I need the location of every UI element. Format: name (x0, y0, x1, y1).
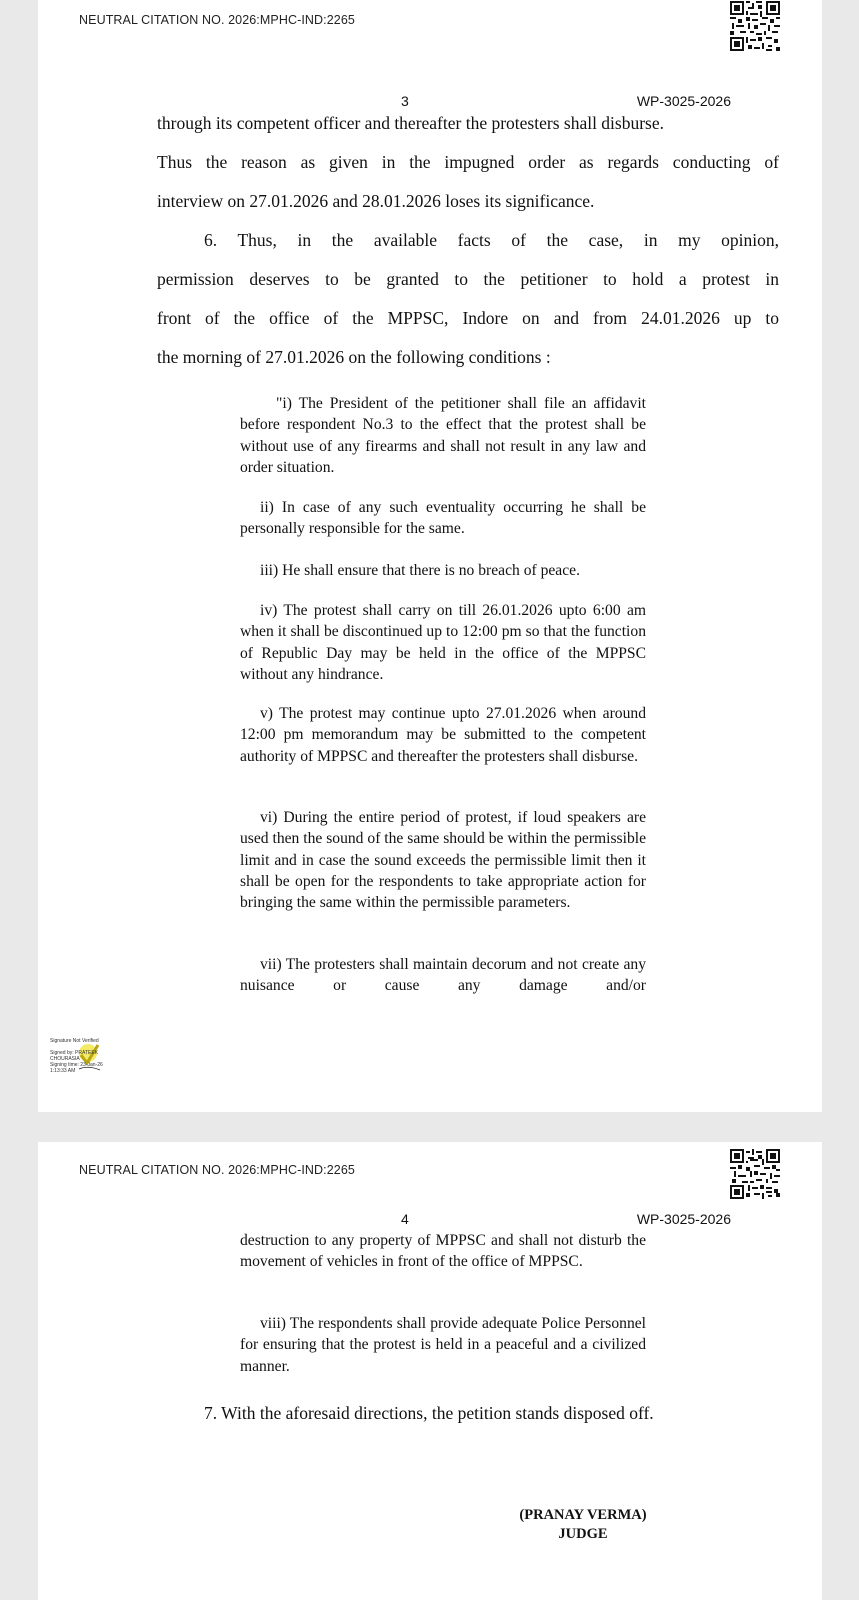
stamp-line: Signing time: 23-Jan-26 (50, 1062, 103, 1068)
case-number: WP-3025-2026 (636, 1211, 731, 1227)
condition-vii (240, 954, 646, 997)
body-text-line: through its competent officer and thereafter the protesters shall disburse. (157, 113, 665, 133)
condition-text: destruction to any property of MPPSC and shall not disturb the movement of vehicles in front of the office of MPPSC. (240, 1232, 646, 1271)
condition-text: iv) The protest shall carry on till 26.01.2026 upto 6:00 am when it shall be discontinued up to 12:00 pm so that the function of Republic Day may be held in the office of the MPPSC without any hindrance. (240, 602, 646, 683)
document-page-3 (38, 0, 822, 1112)
stamp-line: Signed by: PRATEEK (50, 1050, 98, 1056)
judge-title: JUDGE (558, 1526, 608, 1542)
paragraph-6-start: 6. Thus, in the available facts of the case, in my opinion, (204, 230, 779, 250)
neutral-citation: NEUTRAL CITATION NO. 2026:MPHC-IND:2265 (79, 1163, 355, 1177)
condition-text: viii) The respondents shall provide adequate Police Personnel for ensuring that the protest is held in a peaceful and a civilized manner. (240, 1315, 646, 1375)
body-text-line: the morning of 27.01.2026 on the following conditions : (157, 347, 551, 367)
body-text-line: front of the office of the MPPSC, Indore on and from 24.01.2026 up to (157, 308, 779, 328)
condition-text: iii) He shall ensure that there is no breach of peace. (260, 562, 580, 579)
neutral-citation: NEUTRAL CITATION NO. 2026:MPHC-IND:2265 (79, 13, 355, 27)
condition-i (240, 393, 646, 478)
paragraph-7: 7. With the aforesaid directions, the petition stands disposed off. (204, 1403, 654, 1423)
condition-text: ii) In case of any such eventuality occurring he shall be personally responsible for the same. (240, 499, 646, 538)
case-number: WP-3025-2026 (636, 93, 731, 109)
stamp-line: Signature Not Verified (50, 1038, 99, 1044)
condition-vi (240, 807, 646, 913)
qr-code-icon (730, 1148, 780, 1200)
qr-code-icon (730, 0, 780, 52)
page-number: 4 (401, 1211, 409, 1227)
body-text-line: Thus the reason as given in the impugned order as regards conducting of (157, 152, 779, 172)
document-page-4 (38, 1142, 822, 1600)
condition-text: vi) During the entire period of protest, if loud speakers are used then the sound of the same should be within the permissible limit and in case the sound exceeds the permissible limit then it shall be open for the respondents to take appropriate action for bringing the same within the permissible parameters. (240, 809, 646, 912)
body-text-line: interview on 27.01.2026 and 28.01.2026 loses its significance. (157, 191, 595, 211)
page-number: 3 (401, 93, 409, 109)
body-text-line: permission deserves to be granted to the petitioner to hold a protest in (157, 269, 779, 289)
condition-ii (240, 497, 646, 540)
condition-text: v) The protest may continue upto 27.01.2026 when around 12:00 pm memorandum may be submitted to the competent authority of MPPSC and thereafter the protesters shall disburse. (240, 705, 646, 765)
condition-iv (240, 600, 646, 685)
digital-signature-stamp (50, 1038, 130, 1086)
condition-vii-continued (240, 1230, 646, 1273)
judge-name: (PRANAY VERMA) (519, 1507, 647, 1523)
stamp-line: 1:13:33 AM (50, 1068, 76, 1074)
condition-v (240, 703, 646, 767)
stamp-line: CHOURASIA (50, 1056, 80, 1062)
condition-text: "i) The President of the petitioner shall file an affidavit before respondent No.3 to the effect that the protest shall be without use of any firearms and shall not result in any law and order situation. (240, 395, 646, 476)
condition-text: vii) The protesters shall maintain decorum and not create any nuisance or cause any damage and/or (240, 956, 646, 995)
condition-iii (240, 560, 646, 581)
condition-viii (240, 1313, 646, 1377)
